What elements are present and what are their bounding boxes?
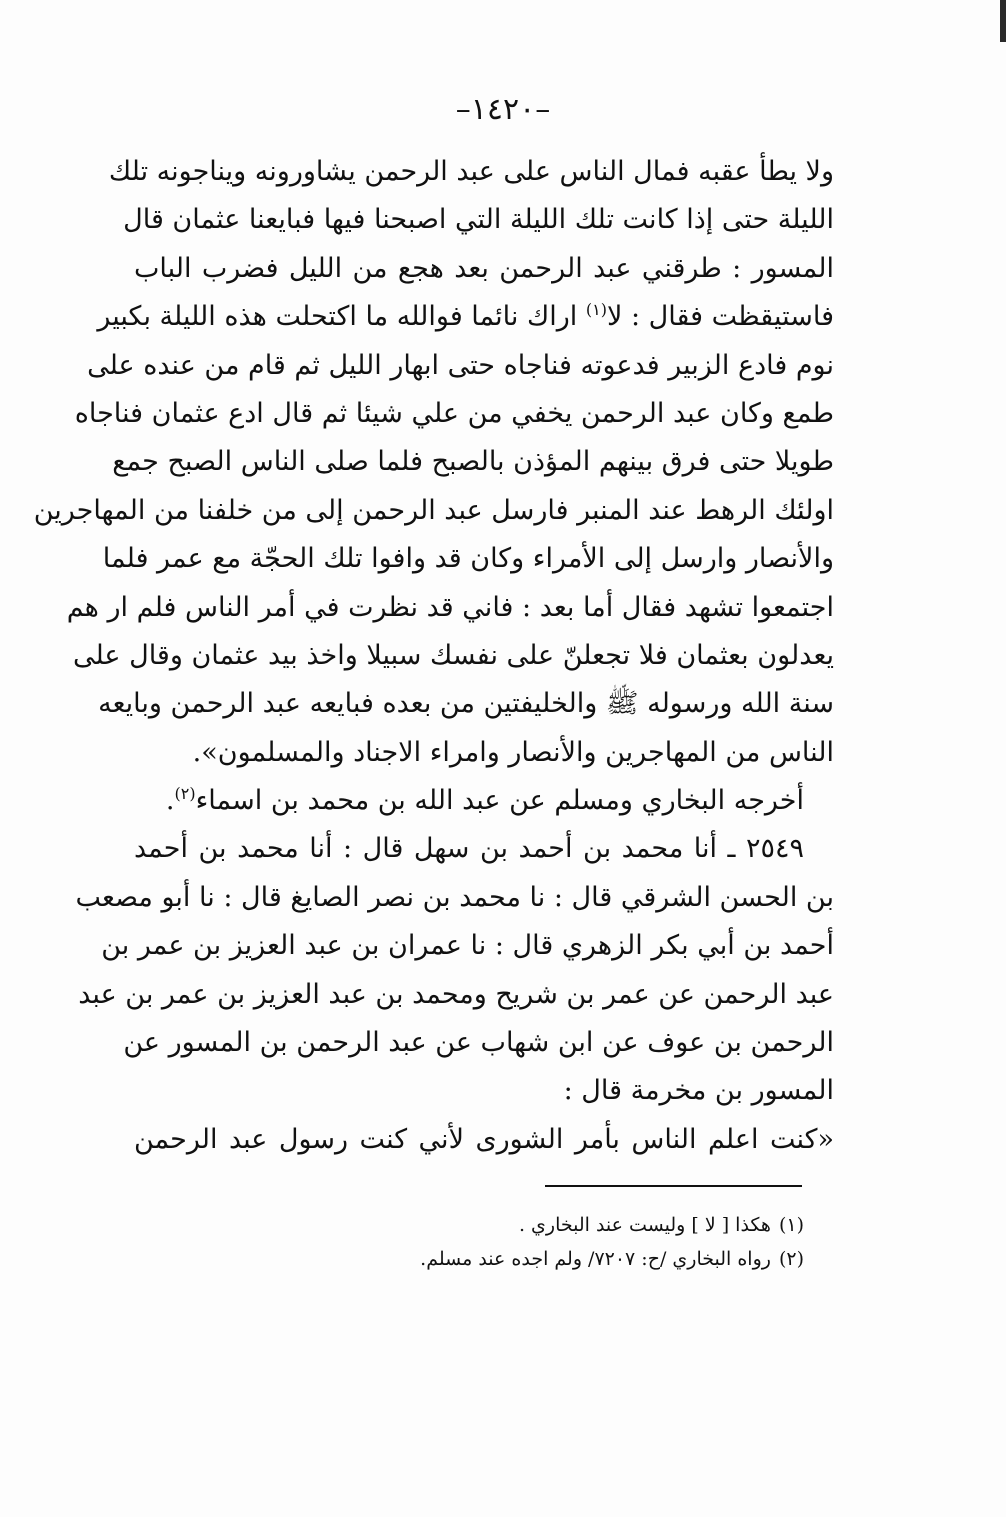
- text-line: طمع وكان عبد الرحمن يخفي من علي شيئا ثم قال ادع عثمان فناجاه: [74, 397, 834, 429]
- text-line: والأنصار وارسل إلى الأمراء وكان قد وافوا تلك الحجّة مع عمر فلما: [102, 543, 834, 575]
- footnotes: [134, 1208, 804, 1276]
- text-line: يعدلون بعثمان فلا تجعلنّ على نفسك سبيلا واخذ بيد عثمان وقال على: [72, 639, 834, 671]
- hadith-number-line: ٢٥٤٩ ـ أنا محمد بن أحمد بن سهل قال : أنا محمد بن أحمد: [134, 833, 804, 865]
- text-line: نوم فادع الزبير فدعوته فناجاه حتى ابهار الليل ثم قام من عنده على: [87, 349, 834, 381]
- text-line: المسور : طرقني عبد الرحمن بعد هجع من الليل فضرب الباب: [134, 252, 834, 284]
- footnote-marker[interactable]: (٢): [174, 784, 196, 804]
- text-line: أحمد بن أبي بكر الزهري قال : نا عمران بن عبد العزيز بن عمر بن: [101, 930, 834, 962]
- text-line: المسور بن مخرمة قال :: [563, 1075, 834, 1107]
- text-line: ولا يطأ عقبه فمال الناس على عبد الرحمن يشاورونه ويناجونه تلك: [108, 156, 834, 187]
- text-line-with-footnote: [134, 777, 834, 825]
- footnote-item: [134, 1242, 804, 1276]
- text-line: سنة الله ورسوله ﷺ والخليفتين من بعده فبايعه عبد الرحمن وبايعه: [98, 688, 834, 720]
- page-number: –١٤٢٠–: [455, 92, 551, 127]
- footnote-divider: [545, 1185, 802, 1187]
- page-edge-mark: [1000, 0, 1006, 42]
- footnote-marker[interactable]: (١): [585, 300, 607, 320]
- text-line: الناس من المهاجرين والأنصار وامراء الاجناد والمسلمون».: [192, 736, 834, 768]
- text-line: الرحمن بن عوف عن ابن شهاب عن عبد الرحمن بن المسور عن: [123, 1027, 834, 1059]
- footnote-item: [134, 1208, 804, 1242]
- text-fragment: اراك نائما فوالله ما اكتحلت هذه الليلة بكبير: [97, 301, 586, 333]
- main-text: [33, 148, 834, 1164]
- footnote-number: (١): [778, 1214, 804, 1236]
- footnote-text: رواه البخاري /ح: ٧٢٠٧/ ولم اجده عند مسلم.: [420, 1248, 771, 1270]
- text-fragment: أخرجه البخاري ومسلم عن عبد الله بن محمد بن اسماء: [195, 785, 804, 817]
- footnote-text: هكذا [ لا ] وليست عند البخاري .: [518, 1214, 771, 1236]
- text-fragment: فاستيقظت فقال : لا: [606, 301, 834, 333]
- text-line: بن الحسن الشرقي قال : نا محمد بن نصر الصايغ قال : نا أبو مصعب: [75, 881, 834, 913]
- text-fragment: .: [165, 785, 175, 817]
- text-line: «كنت اعلم الناس بأمر الشورى لأني كنت رسول عبد الرحمن: [134, 1123, 834, 1155]
- text-line: عبد الرحمن عن عمر بن شريح ومحمد بن عبد العزيز بن عمر بن عبد: [78, 978, 834, 1010]
- text-line: الليلة حتى إذا كانت تلك الليلة التي اصبحنا فيها فبايعنا عثمان قال: [123, 204, 834, 236]
- footnote-number: (٢): [778, 1248, 804, 1270]
- text-line: اولئك الرهط عند المنبر فارسل عبد الرحمن إلى من خلفنا من المهاجرين: [33, 494, 834, 526]
- text-line: اجتمعوا تشهد فقال أما بعد : فاني قد نظرت في أمر الناس فلم ار هم: [66, 591, 834, 623]
- text-line-with-footnote: [97, 293, 834, 341]
- text-line: طويلا حتى فرق بينهم المؤذن بالصبح فلما صلى الناس الصبح جمع: [112, 446, 834, 478]
